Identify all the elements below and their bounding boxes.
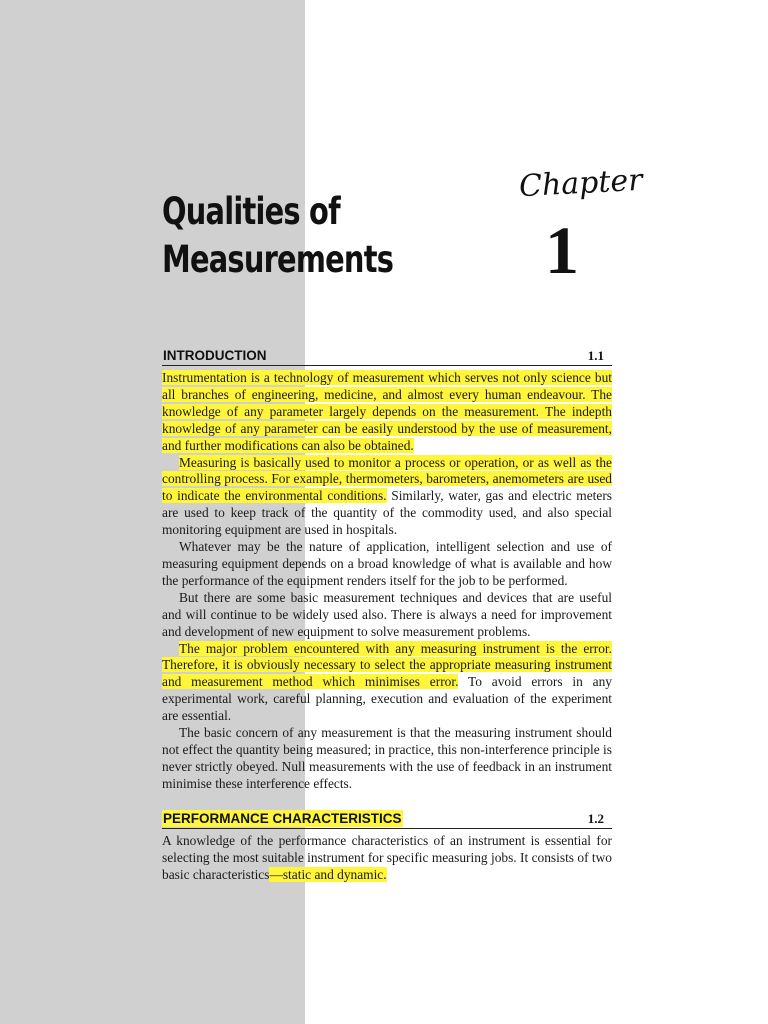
paragraph	[162, 455, 612, 540]
introduction-body	[162, 370, 612, 793]
paragraph	[162, 539, 612, 590]
plain-text: Similarly, water, gas and electric meters are used to keep track of the quantity of the commodity used, and also special monitoring equipment are used in hospitals.	[162, 488, 612, 538]
highlighted-text: —static and dynamic.	[269, 866, 387, 882]
plain-text: A knowledge of the performance characteristics of an instrument is essential for selecting the most suitable instrument for specific measuring jobs. It consists of two basic characteristics	[162, 833, 612, 882]
section-number: 1.2	[587, 811, 604, 826]
section-title: PERFORMANCE CHARACTERISTICS	[163, 811, 402, 826]
paragraph	[162, 590, 612, 641]
chapter-number: 1	[545, 212, 579, 288]
highlighted-text: Instrumentation is a technology of measurement which serves not only science but all branches of engineering, medicine, and almost every human endeavour. The knowledge of any parameter largely depends on the measurement. The indepth knowledge of any parameter can be easily understood by the use of measurement, and further modifications can also be obtained.	[162, 370, 612, 453]
plain-text: But there are some basic measurement techniques and devices that are useful and will continue to be widely used also. There is always a need for improvement and development of new equipment to solve measurement problems.	[162, 589, 612, 639]
chapter-label: Chapter	[518, 162, 644, 205]
section-heading-introduction	[162, 347, 612, 366]
chapter-title	[162, 188, 393, 284]
performance-body	[162, 833, 612, 884]
paragraph	[162, 370, 612, 455]
section-heading-performance-characteristics	[162, 810, 612, 829]
section-title: INTRODUCTION	[163, 348, 267, 363]
plain-text: The basic concern of any measurement is that the measuring instrument should not effect the quantity being measured; in practice, this non-interference principle is never strictly obeyed. Null measurements with the use of feedback in an instrument minimise these interference effects.	[162, 725, 612, 791]
chapter-title-line-1: Qualities of	[162, 190, 340, 233]
highlighted-text: Measuring is basically used to monitor a process or operation, or as well as the controlling process. For example, thermometers, barometers, anemometers are used to indicate the environmental conditions.	[162, 454, 612, 504]
paragraph	[162, 833, 612, 884]
chapter-title-line-2: Measurements	[162, 238, 394, 281]
section-number: 1.1	[587, 348, 604, 363]
paragraph	[162, 641, 612, 726]
highlighted-text: The major problem encountered with any measuring instrument is the error. Therefore, it is obviously necessary to select the appropriate measuring instrument and measurement method which minimises error.	[162, 640, 612, 690]
plain-text: Whatever may be the nature of application, intelligent selection and use of measuring equipment depends on a broad knowledge of what is available and how the performance of the equipment renders itself for the job to be performed.	[162, 539, 612, 588]
plain-text: To avoid errors in any experimental work, careful planning, execution and evaluation of the experiment are essential.	[162, 674, 612, 724]
paragraph	[162, 725, 612, 793]
